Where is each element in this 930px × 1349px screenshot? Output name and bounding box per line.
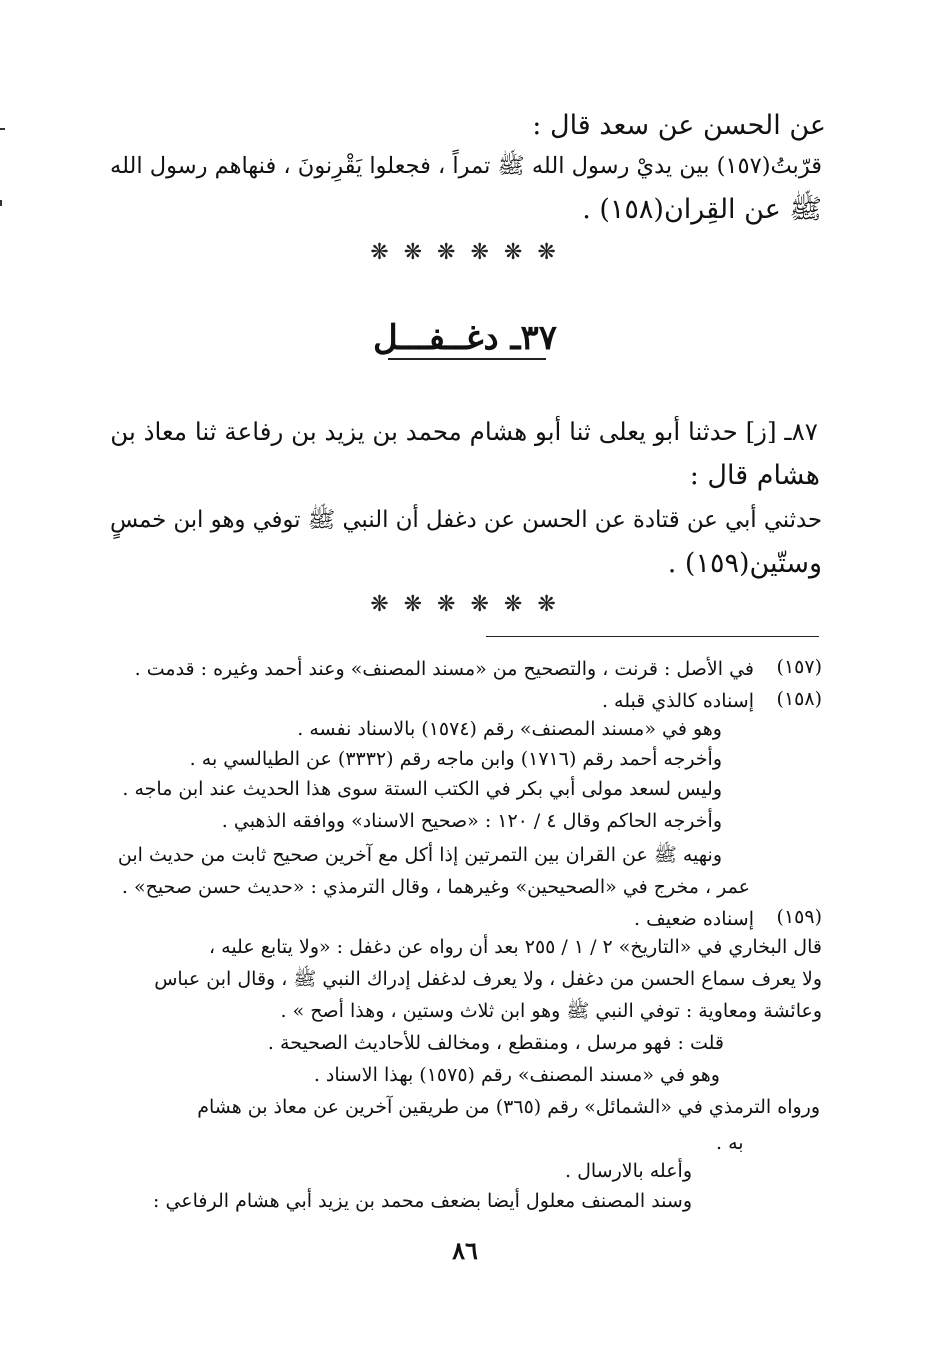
heading-underline bbox=[388, 358, 546, 360]
text-line: ﷺ عن القِران(١٥٨) . bbox=[582, 194, 822, 225]
footnote-number: (١٥٩) bbox=[776, 906, 822, 928]
footnote-line: وأخرجه الحاكم وقال ٤ / ١٢٠ : «صحيح الاسناد» ووافقه الذهبي . bbox=[221, 810, 722, 832]
footnote-line: إسناده ضعيف . bbox=[634, 908, 754, 930]
footnote-line: وسند المصنف معلول أيضا بضعف محمد بن يزيد أبي هشام الرفاعي : bbox=[153, 1190, 692, 1212]
hadith-line: هشام قال : bbox=[689, 460, 820, 491]
footnote-line: وعائشة ومعاوية : توفي النبي ﷺ وهو ابن ثلاث وستين ، وهذا أصح » . bbox=[280, 1000, 822, 1022]
footnote-line: وليس لسعد مولى أبي بكر في الكتب الستة سوى هذا الحديث عند ابن ماجه . bbox=[122, 778, 722, 800]
footnote-line: ولا يعرف سماع الحسن من دغفل ، ولا يعرف لدغفل إدراك النبي ﷺ ، وقال ابن عباس bbox=[154, 968, 822, 990]
footnote-separator bbox=[486, 636, 819, 637]
footnote-number: (١٥٧) bbox=[776, 656, 822, 678]
hadith-line: وستّين(١٥٩) . bbox=[667, 548, 822, 579]
section-separator-stars: ❋ ❋ ❋ ❋ ❋ ❋ bbox=[370, 240, 560, 265]
footnote-line: وأخرجه أحمد رقم (١٧١٦) وابن ماجه رقم (٣٣٣٢) عن الطيالسي به . bbox=[189, 748, 722, 770]
scan-edge-mark bbox=[0, 128, 5, 130]
footnote-line: ونهيه ﷺ عن القران بين التمرتين إذا أكل مع آخرين صحيح ثابت من حديث ابن bbox=[117, 844, 722, 866]
footnote-line: وهو في «مسند المصنف» رقم (١٥٧٥) بهذا الاسناد . bbox=[313, 1064, 720, 1086]
hadith-line: ٨٧ـ [ز] حدثنا أبو يعلى ثنا أبو هشام محمد بن يزيد بن رفاعة ثنا معاذ بن bbox=[110, 417, 818, 446]
text-line: عن الحسن عن سعد قال : bbox=[532, 110, 826, 141]
section-separator-stars: ❋ ❋ ❋ ❋ ❋ ❋ bbox=[370, 592, 560, 617]
section-heading-text: ٣٧ـ دغــفـــل bbox=[372, 318, 557, 358]
section-heading bbox=[0, 318, 930, 358]
footnote-line: عمر ، مخرج في «الصحيحين» وغيرهما ، وقال الترمذي : «حديث حسن صحيح» . bbox=[121, 876, 750, 898]
footnote-line: وهو في «مسند المصنف» رقم (١٥٧٤) بالاسناد نفسه . bbox=[297, 718, 722, 740]
scan-edge-mark bbox=[0, 200, 2, 206]
footnote-line: به . bbox=[716, 1132, 744, 1154]
hadith-line: حدثني أبي عن قتادة عن الحسن عن دغفل أن النبي ﷺ توفي وهو ابن خمسٍ bbox=[109, 507, 822, 533]
footnote-number: (١٥٨) bbox=[776, 688, 822, 710]
text-line: قرّبتُ(١٥٧) بين يديْ رسول الله ﷺ تمراً ، فجعلوا يَقْرِنونَ ، فنهاهم رسول الله bbox=[110, 153, 822, 179]
footnote-line: ورواه الترمذي في «الشمائل» رقم (٣٦٥) من طريقين آخرين عن معاذ بن هشام bbox=[197, 1096, 820, 1118]
page-number bbox=[0, 1236, 930, 1265]
footnote-line: في الأصل : قرنت ، والتصحيح من «مسند المصنف» وعند أحمد وغيره : قدمت . bbox=[134, 658, 754, 680]
page-number-text: ٨٦ bbox=[452, 1236, 478, 1265]
footnote-line: قلت : فهو مرسل ، ومنقطع ، ومخالف للأحاديث الصحيحة . bbox=[267, 1032, 724, 1054]
footnote-line: إسناده كالذي قبله . bbox=[601, 690, 754, 712]
footnote-line: وأعله بالارسال . bbox=[565, 1160, 692, 1182]
footnote-line: قال البخاري في «التاريخ» ٢ / ١ / ٢٥٥ بعد أن رواه عن دغفل : «ولا يتابع عليه ، bbox=[208, 936, 822, 958]
